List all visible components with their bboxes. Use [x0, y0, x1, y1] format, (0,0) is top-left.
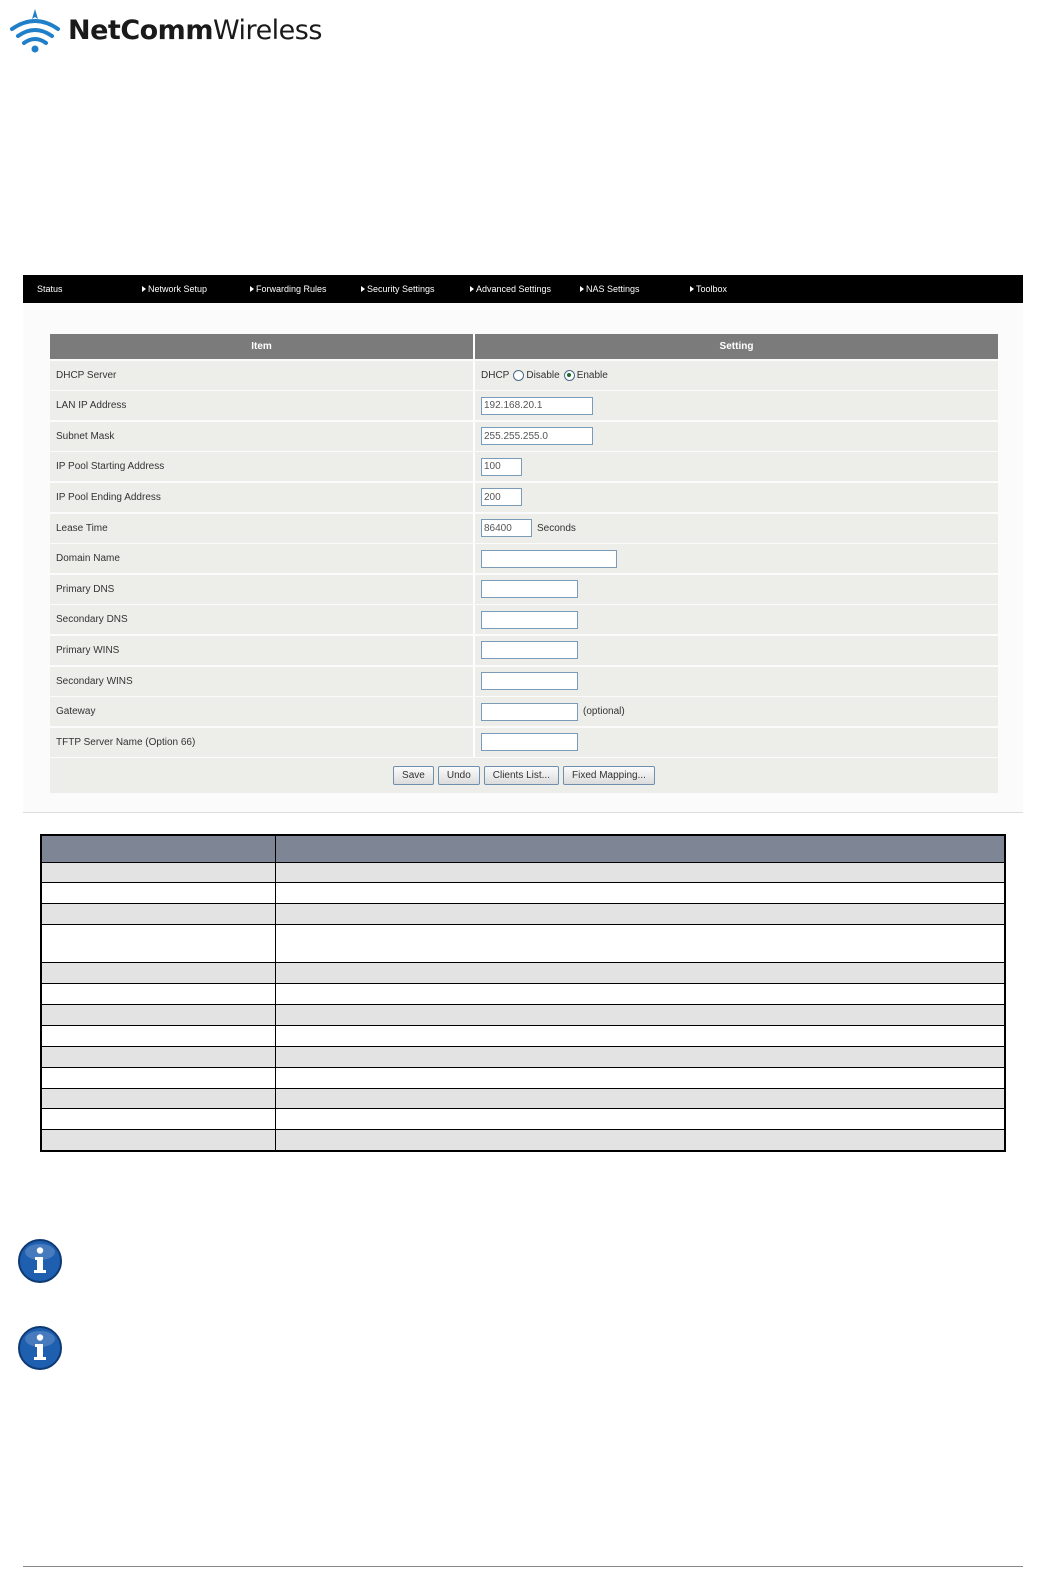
tftp-server-input[interactable] [481, 733, 578, 751]
table-row [41, 1025, 1005, 1046]
arrow-right-icon [470, 286, 474, 292]
table-row-gateway [50, 697, 998, 726]
table-row-secondary-dns [50, 605, 998, 634]
clients-list-button[interactable]: Clients List... [484, 766, 559, 785]
info-icon [17, 1238, 63, 1284]
table-row-secondary-wins [50, 667, 998, 696]
undo-button[interactable]: Undo [438, 766, 480, 785]
table-row [41, 1046, 1005, 1067]
table-row [41, 1088, 1005, 1109]
table-row [41, 1004, 1005, 1025]
arrow-right-icon [690, 286, 694, 292]
nav-item-security-settings[interactable]: Security Settings [361, 275, 435, 303]
table-row-tftp-server [50, 728, 998, 757]
table-row-primary-wins [50, 636, 998, 665]
table-row [41, 1109, 1005, 1130]
secondary-dns-input[interactable] [481, 611, 578, 629]
table-row [41, 883, 1005, 904]
netcomm-logo [8, 6, 322, 54]
table-row-lan-ip [50, 391, 998, 420]
secondary-wins-input[interactable] [481, 672, 578, 690]
gateway-optional-note: (optional) [583, 706, 625, 718]
row-label: Secondary DNS [50, 605, 475, 634]
nav-item-status[interactable]: Status [37, 284, 63, 294]
dhcp-prefix: DHCP [481, 369, 510, 381]
row-label: Primary WINS [50, 636, 475, 665]
pool-end-input[interactable] [481, 488, 522, 506]
save-button[interactable]: Save [393, 766, 434, 785]
dhcp-enable-label: Enable [576, 369, 608, 381]
info-icon [17, 1325, 63, 1371]
lan-ip-input[interactable] [481, 397, 593, 415]
lease-time-unit: Seconds [537, 522, 576, 534]
nav-item-advanced-settings[interactable]: Advanced Settings [470, 275, 551, 303]
fixed-mapping-button[interactable]: Fixed Mapping... [563, 766, 655, 785]
table-header [50, 334, 998, 359]
table-row-primary-dns [50, 575, 998, 604]
header-setting: Setting [475, 334, 998, 359]
arrow-right-icon [361, 286, 365, 292]
row-label: Gateway [50, 697, 475, 726]
domain-name-input[interactable] [481, 550, 617, 568]
table-row-pool-end [50, 483, 998, 512]
primary-wins-input[interactable] [481, 641, 578, 659]
row-label: Subnet Mask [50, 422, 475, 451]
table-row [41, 862, 1005, 883]
logo-text: NetCommWireless [68, 14, 322, 46]
row-label: IP Pool Ending Address [50, 483, 475, 512]
button-row [50, 758, 998, 793]
row-label: Primary DNS [50, 575, 475, 604]
row-label: IP Pool Starting Address [50, 452, 475, 481]
table-row [41, 963, 1005, 984]
row-label: Lease Time [50, 514, 475, 543]
wifi-logo-icon [8, 7, 62, 53]
table-row-pool-start [50, 452, 998, 481]
row-label: Domain Name [50, 544, 475, 573]
table-row [41, 984, 1005, 1005]
dhcp-enable-radio[interactable] [564, 370, 575, 381]
subnet-mask-input[interactable] [481, 427, 593, 445]
row-label: DHCP Server [50, 361, 475, 390]
table-row-domain-name [50, 544, 998, 573]
row-label: TFTP Server Name (Option 66) [50, 728, 475, 757]
table-row-subnet-mask [50, 422, 998, 451]
primary-dns-input[interactable] [481, 580, 578, 598]
row-label: Secondary WINS [50, 667, 475, 696]
nav-item-toolbox[interactable]: Toolbox [690, 275, 727, 303]
nav-item-forwarding-rules[interactable]: Forwarding Rules [250, 275, 327, 303]
table-row [41, 925, 1005, 963]
dhcp-disable-label: Disable [526, 369, 560, 381]
table-row-dhcp-server [50, 361, 998, 390]
description-table [40, 834, 1006, 1152]
table-row [41, 904, 1005, 925]
table-header-row [41, 835, 1005, 862]
table-row [41, 1067, 1005, 1088]
arrow-right-icon [250, 286, 254, 292]
row-label: LAN IP Address [50, 391, 475, 420]
header-item: Item [50, 334, 475, 359]
lan-dhcp-settings-table [50, 334, 998, 793]
dhcp-disable-radio[interactable] [513, 370, 524, 381]
lease-time-input[interactable] [481, 519, 532, 537]
top-nav-bar [23, 275, 1023, 303]
table-row-lease-time [50, 514, 998, 543]
footer-divider [23, 1566, 1023, 1567]
gateway-input[interactable] [481, 703, 578, 721]
arrow-right-icon [580, 286, 584, 292]
arrow-right-icon [142, 286, 146, 292]
pool-start-input[interactable] [481, 458, 522, 476]
nav-item-nas-settings[interactable]: NAS Settings [580, 275, 640, 303]
nav-item-network-setup[interactable]: Network Setup [142, 275, 207, 303]
table-row [41, 1130, 1005, 1151]
